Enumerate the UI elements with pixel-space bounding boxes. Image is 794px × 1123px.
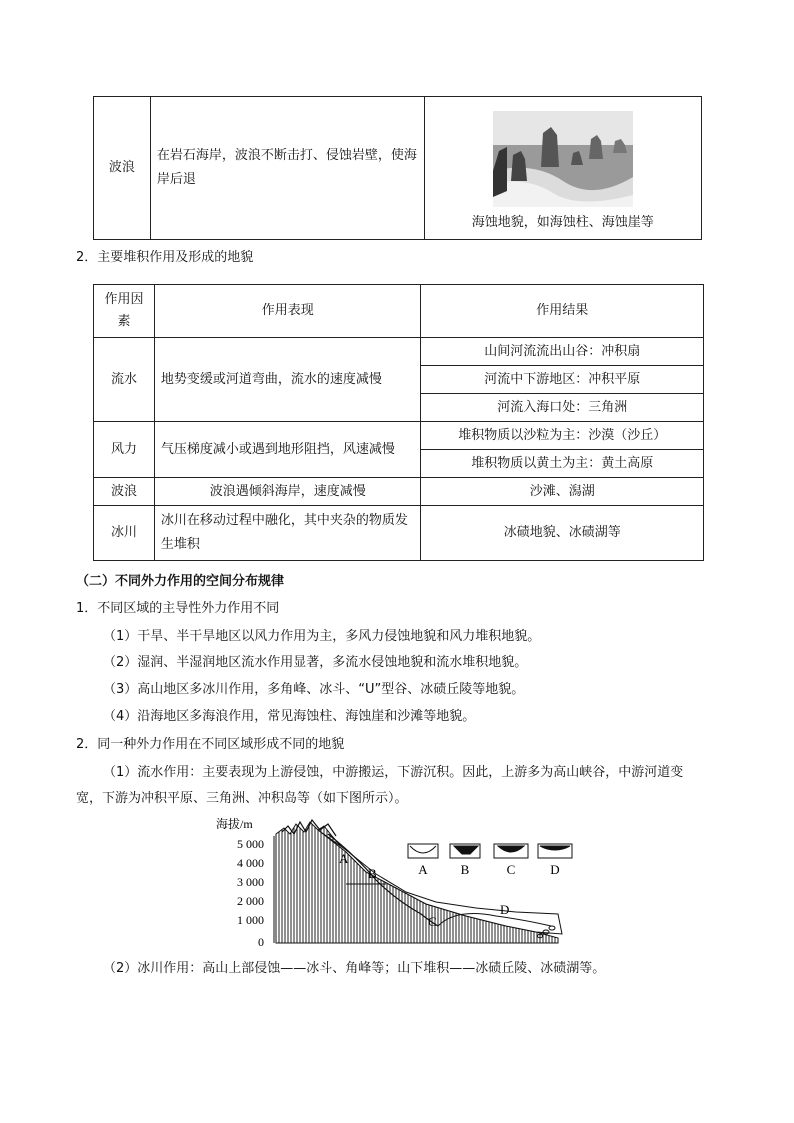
tick-label: 3 000 [237,875,264,889]
river-text-line-2: 宽，下游为冲积平原、三角洲、冲积岛等（如下图所示）。 [76,791,408,806]
river-profile-diagram [206,808,586,950]
section-box-a [408,844,438,858]
heading-deposition: 2．主要堆积作用及形成的地貌 [76,250,254,265]
header-factor: 作用因素 [94,285,155,338]
result-text: 海蚀地貌，如海蚀柱、海蚀崖等 [471,215,654,230]
process-wind: 气压梯度减小或遇到地形阻挡，风速减慢 [154,422,421,478]
section-label-d: D [550,862,560,877]
section-title: （二）不同外力作用的空间分布规律 [76,574,285,589]
result-water-2: 河流中下游地区：冲积平原 [421,366,704,394]
result-glacier: 冰碛地貌、冰碛湖等 [421,506,704,561]
tick-label: 4 000 [237,856,264,870]
table-row [94,506,704,561]
point-label-a: A [339,851,349,866]
table-row [94,97,702,240]
list-item: （4）沿海地区多海浪作用，常见海蚀柱、海蚀崖和沙滩等地貌。 [103,709,476,724]
table-row [94,338,704,366]
section-label-a: A [418,862,428,877]
table-row [94,478,704,506]
tick-label: 5 000 [237,837,264,851]
tick-label: 2 000 [237,894,264,908]
list-item: （1）干旱、半干旱地区以风力作用为主，多风力侵蚀地貌和风力堆积地貌。 [103,629,541,644]
section-label-c: C [506,862,516,877]
header-process: 作用表现 [154,285,421,338]
process-cell: 在岩石海岸，波浪不断击打、侵蚀岩壁，使海岸后退 [150,97,424,240]
tick-label: 0 [258,935,264,949]
factor-wind: 风力 [94,422,155,478]
section-label-b: B [460,862,470,877]
deposition-table [93,284,704,561]
factor-water: 流水 [94,338,155,422]
result-water-3: 河流入海口处：三角洲 [421,394,704,422]
paragraph-1: 1．不同区域的主导性外力作用不同 [76,601,280,616]
process-wave: 波浪遇倾斜海岸，速度减慢 [154,478,421,506]
point-label-d: D [500,902,510,917]
factor-wave: 波浪 [94,478,155,506]
erosion-table [93,96,702,240]
river-text-line-1: （1）流水作用：主要表现为上游侵蚀，中游搬运，下游沉积。因此，上游多为高山峡谷，中游河道变 [103,765,684,780]
header-result: 作用结果 [421,285,704,338]
process-water: 地势变缓或河道弯曲，流水的速度减慢 [154,338,421,422]
list-item: （2）湿润、半湿润地区流水作用显著，多流水侵蚀地貌和流水堆积地貌。 [103,655,528,670]
result-water-1: 山间河流流出山谷：冲积扇 [421,338,704,366]
result-cell [424,97,701,240]
sea-stack-photo [493,111,633,207]
factor-cell: 波浪 [94,97,151,240]
table-header-row [94,285,704,338]
list-item: （3）高山地区多冰川作用，多角峰、冰斗、“U”型谷、冰碛丘陵等地貌。 [103,682,525,697]
glacier-text: （2）冰川作用：高山上部侵蚀——冰斗、角峰等；山下堆积——冰碛丘陵、冰碛湖等。 [103,961,606,976]
point-label-c: C [428,914,437,929]
point-label-b: B [368,866,377,881]
tick-label: 1 000 [237,913,264,927]
table-row [94,422,704,450]
result-wind-1: 堆积物质以沙粒为主：沙漠（沙丘） [421,422,704,450]
axis-label-y: 海拔/m [216,817,253,831]
process-glacier: 冰川在移动过程中融化，其中夹杂的物质发生堆积 [154,506,421,561]
paragraph-2: 2．同一种外力作用在不同区域形成不同的地貌 [76,737,345,752]
result-wave: 沙滩、潟湖 [421,478,704,506]
factor-glacier: 冰川 [94,506,155,561]
result-wind-2: 堆积物质以黄土为主：黄土高原 [421,450,704,478]
